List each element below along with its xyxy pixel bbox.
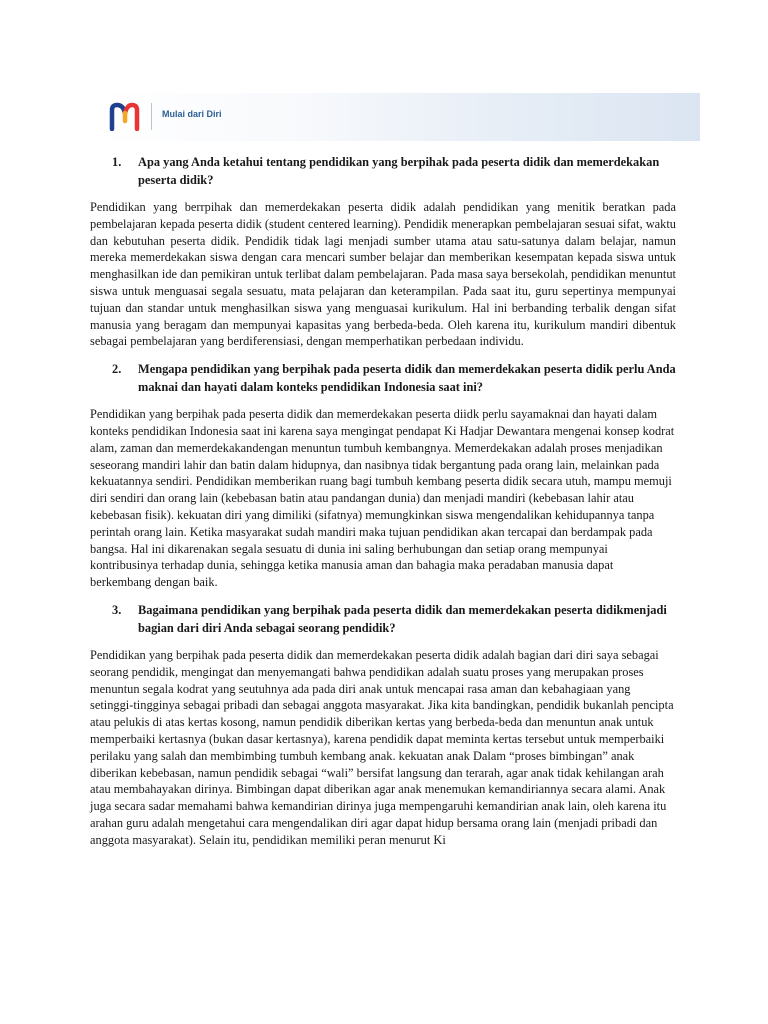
answer-3: Pendidikan yang berpihak pada peserta didik dan memerdekakan peserta didik adalah bagian dari diri saya sebagai seorang pendidik, mengingat dan menyemangati bahwa pendidikan adalah suatu proses yang merupakan proses menuntun segala kodrat yang seutuhnya ada pada diri anak untuk mencapai rasa aman dan kebahagiaan yang setinggi-tingginya sebagai pribadi dan sebagai anggota masyarakat. Jika kita bandingkan, pendidik bukanlah pencipta atau pelukis di atas kertas kosong, namun pendidik diberikan kertas yang berbeda-beda dan menuntun anak untuk memperbaiki kertasnya (bukan dasar kertasnya), karena pendidik dapat meminta kertas tersebut untuk memperbaiki perilaku yang salah dan membimbing tumbuh kembang anak. kekuatan anak Dalam “proses bimbingan” anak diberikan kebebasan, namun pendidik sebagai “wali” bersifat langsung dan terarah, agar anak tidak kehilangan arah atau membahayakan dirinya. Bimbingan dapat diberikan agar anak menemukan kemandiriannya secara alami. Anak juga secara sadar memahami bahwa kemandirian dirinya juga mempengaruhi kemandirian anak lain, oleh karena itu arahan guru adalah mengetahui cara mengendalikan diri agar dapat hidup bersama orang lain (menjadi pribadi dan anggota masyarakat). Selain itu, pendidikan memiliki peran menurut Ki <box>90 647 674 847</box>
question-2 <box>112 360 676 396</box>
question-1 <box>112 153 676 189</box>
document-body <box>90 153 676 859</box>
question-number: 2. <box>112 362 122 377</box>
question-text: Bagaimana pendidikan yang berpihak pada peserta didik dan memerdekakan peserta didikmenjadi bagian dari diri Anda sebagai seorang pendidik? <box>138 602 667 635</box>
answer-2: Pendidikan yang berpihak pada peserta didik dan memerdekakan peserta diidk perlu sayamaknai dan hayati dalam konteks pendidikan Indonesia saat ini karena saya mengingat pendapat Ki Hadjar Dewantara mengenai konsep kodrat alam, zaman dan memerdekakandengan menuntun tumbuh kembangnya. Memerdekakan adalah proses menjadikan seseorang mandiri lahir dan batin dalam hidupnya, dan nasibnya tidak bergantung pada orang lain, melainkan pada kekuatannya sendiri. Pendidikan memberikan ruang bagi tumbuh kembang peserta didik secara utuh, mampu memuji diri sendiri dan orang lain (kebebasan batin atau pandangan dunia) dan menjadi mandiri (kebebasan lahir atau kebebasan fisik). kekuatan diri yang dimiliki (sifatnya) memungkinkan siswa mengendalikan kehidupannya tanpa perintah orang lain. Ketika masyarakat sudah mandiri maka tujuan pendidikan akan tercapai dan berdampak pada bangsa. Hal ini dikarenakan segala sesuatu di dunia ini saling berhubungan dan setiap orang mempunyai kontribusinya terhadap dunia, sehingga ketika manusia aman dan bahagia maka peradaban manusia dapat berkembang dengan baik. <box>90 407 675 590</box>
question-text: Mengapa pendidikan yang berpihak pada peserta didik dan memerdekakan peserta didik perlu Anda maknai dan hayati dalam konteks pendidikan Indonesia saat ini? <box>138 362 676 395</box>
question-number: 1. <box>112 155 122 169</box>
merdeka-logo-icon <box>108 101 142 131</box>
brand-label: Mulai dari Diri <box>162 109 222 119</box>
question-3 <box>112 601 676 637</box>
header-divider <box>151 103 152 130</box>
question-number: 3. <box>112 602 122 617</box>
question-text: Apa yang Anda ketahui tentang pendidikan yang berpihak pada peserta didik dan memerdekakan peserta didik? <box>138 155 660 187</box>
answer-1: Pendidikan yang berrpihak dan memerdekakan peserta didik adalah pendidikan yang menitik beratkan pada pembelajaran kepada peserta didik (student centered learning). Pendidik menerapkan pembelajaran sesuai sifat, waktu dan kebutuhan peserta didik. Pendidik tidak lagi menjadi sumber utama atau satu-satunya dalam belajar, namun mereka memerdekakan siswa dengan cara mencari sumber belajar dan memberikan kesempatan kepada siswa untuk menghasilkan ide dan pemikiran untuk terlibat dalam pembelajaran. Pada masa saya bersekolah, pendidikan menuntut siswa untuk menguasai segala sesuatu, mata pelajaran dan keterampilan. Pada saat itu, guru sepertinya mempunyai tujuan dan standar untuk menghasilkan siswa yang menguasai kurikulum. Hal ini berbanding terbalik dengan sifat manusia yang beragam dan mempunyai kapasitas yang berbeda-beda. Oleh karena itu, kurikulum mandiri dibentuk sebagai pembelajaran yang berdiferensiasi, dengan memperhatikan perbedaan individu. <box>90 200 676 349</box>
